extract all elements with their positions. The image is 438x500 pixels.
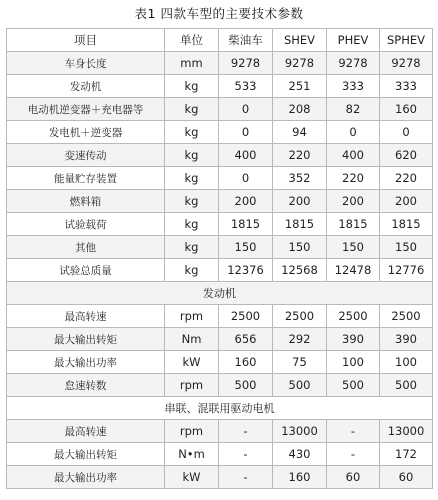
cell-phev: 150 [327,236,380,259]
cell-shev: 200 [273,190,327,213]
cell-diesel: - [219,466,273,489]
cell-item: 怠速转数 [7,374,165,397]
cell-sphev: 13000 [380,420,433,443]
table-body [7,52,433,489]
cell-sphev: 9278 [380,52,433,75]
cell-diesel: 656 [219,328,273,351]
cell-unit: kg [165,75,219,98]
table-row [7,52,433,75]
cell-sphev: 160 [380,98,433,121]
cell-sphev: 100 [380,351,433,374]
table-row [7,236,433,259]
cell-shev: 1815 [273,213,327,236]
cell-shev: 208 [273,98,327,121]
cell-phev: 200 [327,190,380,213]
cell-phev: 60 [327,466,380,489]
cell-item: 最大输出功率 [7,466,165,489]
cell-unit: rpm [165,420,219,443]
table-row [7,420,433,443]
table-row [7,98,433,121]
table-row [7,466,433,489]
cell-phev: 500 [327,374,380,397]
cell-sphev: 390 [380,328,433,351]
cell-item: 试验载荷 [7,213,165,236]
cell-diesel: - [219,420,273,443]
table-row [7,75,433,98]
cell-diesel: 533 [219,75,273,98]
table-row [7,351,433,374]
cell-diesel: 0 [219,121,273,144]
cell-shev: 12568 [273,259,327,282]
cell-phev: - [327,420,380,443]
cell-unit: rpm [165,305,219,328]
cell-unit: kg [165,167,219,190]
cell-phev: 220 [327,167,380,190]
cell-unit: rpm [165,374,219,397]
cell-item: 最大输出转矩 [7,443,165,466]
cell-sphev: 2500 [380,305,433,328]
cell-item: 最大输出功率 [7,351,165,374]
header-phev: PHEV [327,29,380,52]
cell-sphev: 150 [380,236,433,259]
cell-item: 电动机逆变器＋充电器等 [7,98,165,121]
cell-unit: N•m [165,443,219,466]
table-row [7,443,433,466]
section-label: 发动机 [7,282,433,305]
cell-item: 燃料箱 [7,190,165,213]
cell-sphev: 12776 [380,259,433,282]
cell-diesel: 9278 [219,52,273,75]
cell-diesel: 500 [219,374,273,397]
cell-item: 发电机＋逆变器 [7,121,165,144]
cell-phev: 390 [327,328,380,351]
cell-phev: 0 [327,121,380,144]
cell-unit: kg [165,98,219,121]
cell-shev: 75 [273,351,327,374]
table-row [7,121,433,144]
cell-diesel: 150 [219,236,273,259]
cell-sphev: 60 [380,466,433,489]
cell-item: 发动机 [7,75,165,98]
cell-shev: 500 [273,374,327,397]
cell-unit: kg [165,259,219,282]
cell-unit: kg [165,213,219,236]
cell-shev: 220 [273,144,327,167]
cell-phev: 9278 [327,52,380,75]
section-header-row [7,282,433,305]
header-shev: SHEV [273,29,327,52]
cell-shev: 352 [273,167,327,190]
cell-item: 其他 [7,236,165,259]
table-row [7,305,433,328]
header-item: 项目 [7,29,165,52]
cell-shev: 160 [273,466,327,489]
cell-shev: 2500 [273,305,327,328]
cell-phev: - [327,443,380,466]
cell-sphev: 620 [380,144,433,167]
table-title: 表1 四款车型的主要技术参数 [134,6,304,21]
spec-table [6,28,433,489]
cell-unit: kg [165,190,219,213]
cell-phev: 2500 [327,305,380,328]
table-header-row [7,29,433,52]
cell-sphev: 200 [380,190,433,213]
cell-phev: 100 [327,351,380,374]
cell-phev: 400 [327,144,380,167]
cell-unit: kW [165,351,219,374]
header-sphev: SPHEV [380,29,433,52]
cell-diesel: 400 [219,144,273,167]
cell-unit: Nm [165,328,219,351]
cell-sphev: 1815 [380,213,433,236]
section-label: 串联、混联用驱动电机 [7,397,433,420]
table-row [7,190,433,213]
cell-diesel: - [219,443,273,466]
cell-unit: kg [165,121,219,144]
cell-shev: 94 [273,121,327,144]
table-row [7,213,433,236]
cell-diesel: 0 [219,98,273,121]
table-row [7,144,433,167]
cell-item: 能量贮存装置 [7,167,165,190]
cell-unit: kg [165,144,219,167]
cell-shev: 251 [273,75,327,98]
cell-phev: 1815 [327,213,380,236]
section-header-row [7,397,433,420]
cell-phev: 82 [327,98,380,121]
cell-item: 车身长度 [7,52,165,75]
cell-item: 最高转速 [7,305,165,328]
cell-sphev: 0 [380,121,433,144]
cell-sphev: 333 [380,75,433,98]
cell-item: 最大输出转矩 [7,328,165,351]
cell-unit: kg [165,236,219,259]
cell-unit: mm [165,52,219,75]
cell-phev: 12478 [327,259,380,282]
cell-sphev: 220 [380,167,433,190]
cell-phev: 333 [327,75,380,98]
cell-shev: 150 [273,236,327,259]
cell-diesel: 160 [219,351,273,374]
cell-unit: kW [165,466,219,489]
cell-sphev: 172 [380,443,433,466]
header-diesel: 柴油车 [219,29,273,52]
table-row [7,374,433,397]
cell-diesel: 0 [219,167,273,190]
cell-shev: 13000 [273,420,327,443]
cell-diesel: 200 [219,190,273,213]
cell-shev: 9278 [273,52,327,75]
table-row [7,167,433,190]
table-row [7,259,433,282]
cell-shev: 292 [273,328,327,351]
cell-item: 最高转速 [7,420,165,443]
cell-diesel: 12376 [219,259,273,282]
header-unit: 单位 [165,29,219,52]
cell-item: 变速传动 [7,144,165,167]
cell-shev: 430 [273,443,327,466]
cell-diesel: 2500 [219,305,273,328]
cell-sphev: 500 [380,374,433,397]
cell-diesel: 1815 [219,213,273,236]
cell-item: 试验总质量 [7,259,165,282]
table-row [7,328,433,351]
